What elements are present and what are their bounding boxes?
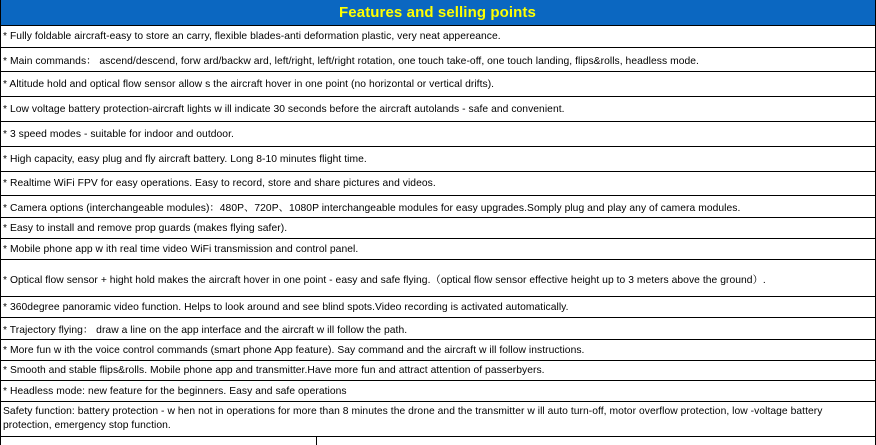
feature-text: * More fun w ith the voice control commands (smart phone App feature). Say command and the aircraft w ill follow instructions. [3, 344, 585, 356]
table-row [0, 122, 875, 147]
table-row [0, 361, 875, 381]
table-header [0, 0, 875, 26]
feature-text: * Trajectory flying： draw a line on the app interface and the aircraft w ill follow the path. [3, 325, 408, 336]
table-row [0, 318, 875, 340]
feature-text: * Optical flow sensor + hight hold makes the aircraft hover in one point - easy and safe flying.（optical flow sensor effective height up to 3 meters above the ground）. [3, 274, 766, 286]
table-row [0, 402, 875, 437]
table-row [0, 381, 875, 402]
table-title: Features and selling points [339, 4, 536, 21]
table-row [0, 260, 875, 297]
feature-text: * Realtime WiFi FPV for easy operations. Easy to record, store and share pictures and videos. [3, 178, 436, 189]
table-row [0, 239, 875, 260]
feature-text: * Smooth and stable flips&rolls. Mobile phone app and transmitter.Have more fun and attract attention of passerbyers. [3, 365, 545, 376]
feature-text: Safety function: battery protection - w hen not in operations for more than 8 minutes the drone and the transmitter w ill auto turn-off, motor overflow protection, low -voltage battery protection, emergency stop function. [3, 406, 823, 431]
column-divider [316, 437, 317, 445]
feature-text: * 360degree panoramic video function. Helps to look around and see blind spots.Video recording is activated automatically. [3, 301, 569, 313]
feature-text: * Altitude hold and optical flow sensor allow s the aircraft hover in one point (no horizontal or vertical drifts). [3, 78, 495, 90]
feature-text: * Easy to install and remove prop guards (makes flying safer). [3, 222, 288, 234]
table-row [0, 172, 875, 196]
table-row [0, 196, 875, 218]
table-row [0, 297, 875, 318]
feature-text: * Mobile phone app w ith real time video WiFi transmission and control panel. [3, 243, 359, 255]
feature-text: * High capacity, easy plug and fly aircraft battery. Long 8-10 minutes flight time. [3, 153, 367, 165]
feature-text: * Low voltage battery protection-aircraft lights w ill indicate 30 seconds before the aircraft autolands - safe and convenient. [3, 103, 565, 115]
table-left-border [0, 0, 1, 445]
table-row [0, 26, 875, 48]
table-row [0, 147, 875, 172]
feature-text: * Main commands： ascend/descend, forw ard/backw ard, left/right, left/right rotation, one touch take-off, one touch landing, flips&rolls, headless mode. [3, 56, 699, 67]
feature-text: * 3 speed modes - suitable for indoor and outdoor. [3, 128, 234, 140]
feature-text: * Headless mode: new feature for the beginners. Easy and safe operations [3, 385, 347, 397]
table-row [0, 340, 875, 361]
feature-text: * Fully foldable aircraft-easy to store an carry, flexible blades-anti deformation plastic, very neat appereance. [3, 31, 501, 42]
table-row [0, 48, 875, 72]
feature-text: * Camera options (interchangeable modules)：480P、720P、1080P interchangeable modules for easy upgrades.Somply plug and play any of camera modules. [3, 203, 741, 214]
table-row [0, 97, 875, 122]
table-row [0, 218, 875, 239]
table-row [0, 72, 875, 97]
